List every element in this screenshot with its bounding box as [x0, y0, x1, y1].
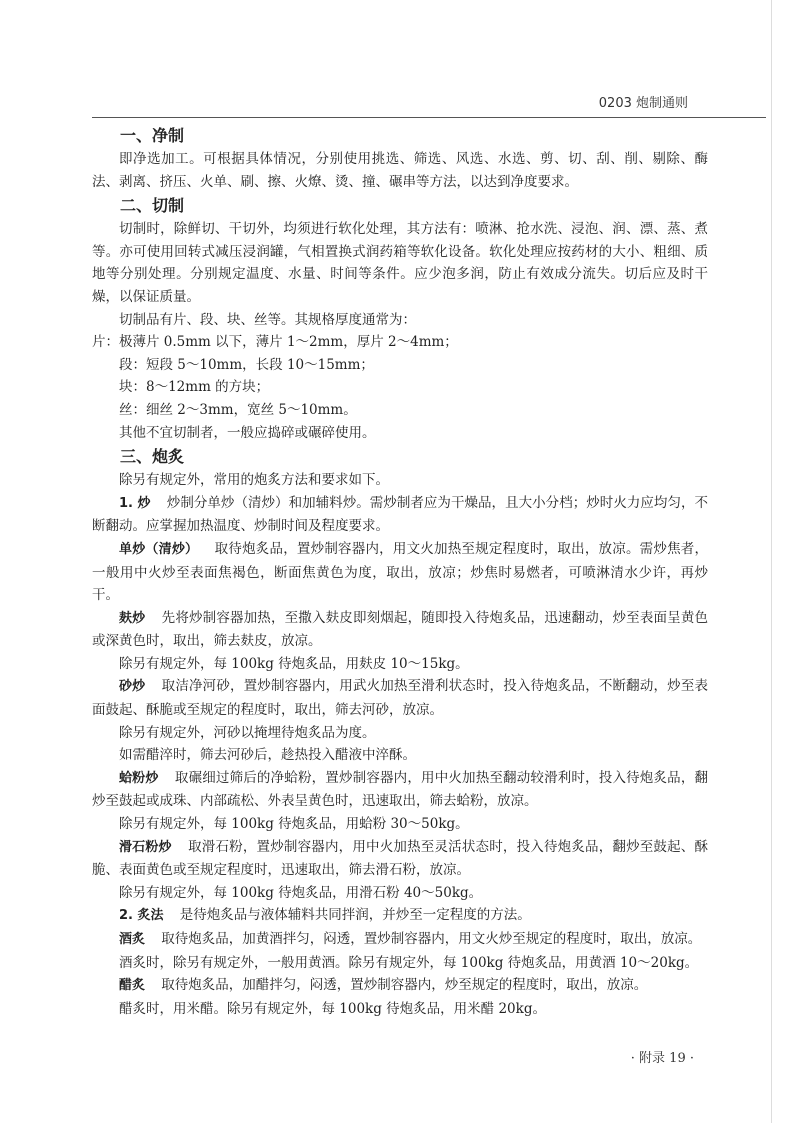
- paragraph-huashi: [92, 836, 708, 882]
- paragraph: 即净选加工。可根据具体情况，分别使用挑选、筛选、风选、水选、剪、切、刮、削、剔除、酶法、剥离、挤压、火单、刷、擦、火燎、烫、撞、碾串等方法，以达到净度要求。: [92, 151, 708, 190]
- paragraph: 除另有规定外，每 100kg 待炮炙品，用蛤粉 30～50kg。: [119, 816, 469, 833]
- paragraph-fuchao: [92, 607, 708, 653]
- paragraph-text: 取碾细过筛后的净蛤粉，置炒制容器内，用中火加热至翻动较滑利时，投入待炮炙品，翻炒至鼓起或成珠、内部疏松、外表呈黄色时，迅速取出，筛去蛤粉，放凉。: [92, 769, 708, 810]
- paragraph-chao: [92, 492, 708, 538]
- paragraph-text: 取待炮炙品，加醋拌匀，闷透，置炒制容器内，炒至规定的程度时，取出，放凉。: [161, 977, 648, 994]
- spec-line-pian: 片：极薄片 0.5mm 以下，薄片 1～2mm，厚片 2～4mm；: [92, 334, 458, 351]
- paragraph: 除另有规定外，每 100kg 待炮炙品，用滑石粉 40～50kg。: [119, 884, 483, 901]
- paragraph-text: 是待炮炙品与液体辅料共同拌润，并炒至一定程度的方法。: [179, 907, 531, 924]
- run-in-label: 麸炒: [119, 610, 146, 626]
- paragraph: 切制时，除鲜切、干切外，均须进行软化处理，其方法有：喷淋、抢水洗、浸泡、润、漂、蒸、煮等。亦可使用回转式减压浸润罐，气相置换式润药箱等软化设备。软化处理应按药材的大小、粗细、质地等分别处理。分别规定温度、水量、时间等条件。应少泡多润，防止有效成分流失。切后应及时干燥，以保证质量。: [92, 221, 708, 305]
- paragraph-danchao: [92, 538, 708, 607]
- paragraph: 除另有规定外，常用的炮炙方法和要求如下。: [119, 472, 389, 489]
- paragraph-gefen: [92, 767, 708, 813]
- paragraph-text: 取待炮炙品，加黄酒拌匀，闷透，置炒制容器内，用文火炒至规定的程度时，取出，放凉。: [161, 931, 702, 947]
- paragraph: 切制品有片、段、块、丝等。其规格厚度通常为：: [119, 311, 416, 328]
- paragraph-shachao: [92, 675, 708, 721]
- spec-line-kuai: 块：8～12mm 的方块；: [119, 379, 270, 396]
- body-content: [92, 124, 708, 1020]
- paragraph: 除另有规定外，每 100kg 待炮炙品，用麸皮 10～15kg。: [119, 655, 469, 672]
- run-in-label: 2. 炙法: [119, 908, 164, 924]
- run-in-label: 砂炒: [119, 679, 146, 695]
- paragraph-text: 取洁净河砂，置炒制容器内，用武火加热至滑利状态时，投入待炮炙品，不断翻动，炒至表面鼓起、酥脆或至规定的程度时，取出，筛去河砂，放凉。: [92, 678, 708, 719]
- section-heading-qiezhi: 二、切制: [120, 196, 185, 216]
- run-in-label: 醋炙: [119, 978, 146, 994]
- section-heading-jingzhi: 一、净制: [120, 126, 185, 145]
- paragraph-text: 取待炮炙品，置炒制容器内，用文火加热至规定程度时，取出，放凉。需炒焦者，一般用中火炒至表面焦褐色，断面焦黄色为度，取出，放凉；炒焦时易燃者，可喷淋清水少许，再炒干。: [92, 540, 708, 604]
- paragraph-zhi: [92, 904, 708, 928]
- section-heading-paozhi: 三、炮炙: [120, 447, 185, 467]
- paragraph-text: 取滑石粉，置炒制容器内，用中火加热至灵活状态时，投入待炮炙品，翻炒至鼓起、酥脆、表面黄色或至规定程度时，迅速取出，筛去滑石粉，放凉。: [92, 838, 708, 879]
- run-in-label: 单炒（清炒）: [119, 541, 199, 557]
- running-header: 0203 炮制通则: [598, 96, 688, 111]
- paragraph: 酒炙时，除另有规定外，一般用黄酒。除另有规定外，每 100kg 待炮炙品，用黄酒 10～20kg。: [119, 954, 699, 971]
- spec-line-si: 丝：细丝 2～3mm，宽丝 5～10mm。: [119, 401, 357, 418]
- run-in-label: 1. 炒: [119, 495, 151, 511]
- paragraph: 除另有规定外，河砂以掩埋待炮炙品为度。: [119, 724, 376, 741]
- run-in-label: 酒炙: [119, 932, 146, 947]
- paragraph: 其他不宜切制者，一般应捣碎或碾碎使用。: [119, 424, 376, 441]
- paragraph: 醋炙时，用米醋。除另有规定外，每 100kg 待炮炙品，用米醋 20kg。: [119, 1000, 546, 1017]
- page-edge-line: [771, 0, 772, 1123]
- paragraph-cuzhi: [92, 974, 708, 998]
- spec-line-duan: 段：短段 5～10mm，长段 10～15mm；: [119, 356, 374, 373]
- paragraph: 如需醋淬时，筛去河砂后，趁热投入醋液中淬酥。: [119, 747, 416, 764]
- page-number: · 附录 19 ·: [630, 1051, 694, 1066]
- run-in-label: 滑石粉炒: [119, 839, 172, 855]
- paragraph-text: 先将炒制容器加热，至撒入麸皮即刻烟起，随即投入待炮炙品，迅速翻动，炒至表面呈黄色或深黄色时，取出，筛去麸皮，放凉。: [92, 609, 708, 650]
- header-rule: [92, 117, 766, 118]
- paragraph-text: 炒制分单炒（清炒）和加辅料炒。需炒制者应为干燥品，且大小分档；炒时火力应均匀，不断翻动。应掌握加热温度、炒制时间及程度要求。: [92, 494, 708, 535]
- paragraph-jiuzhi: [92, 928, 708, 952]
- run-in-label: 蛤粉炒: [119, 770, 159, 786]
